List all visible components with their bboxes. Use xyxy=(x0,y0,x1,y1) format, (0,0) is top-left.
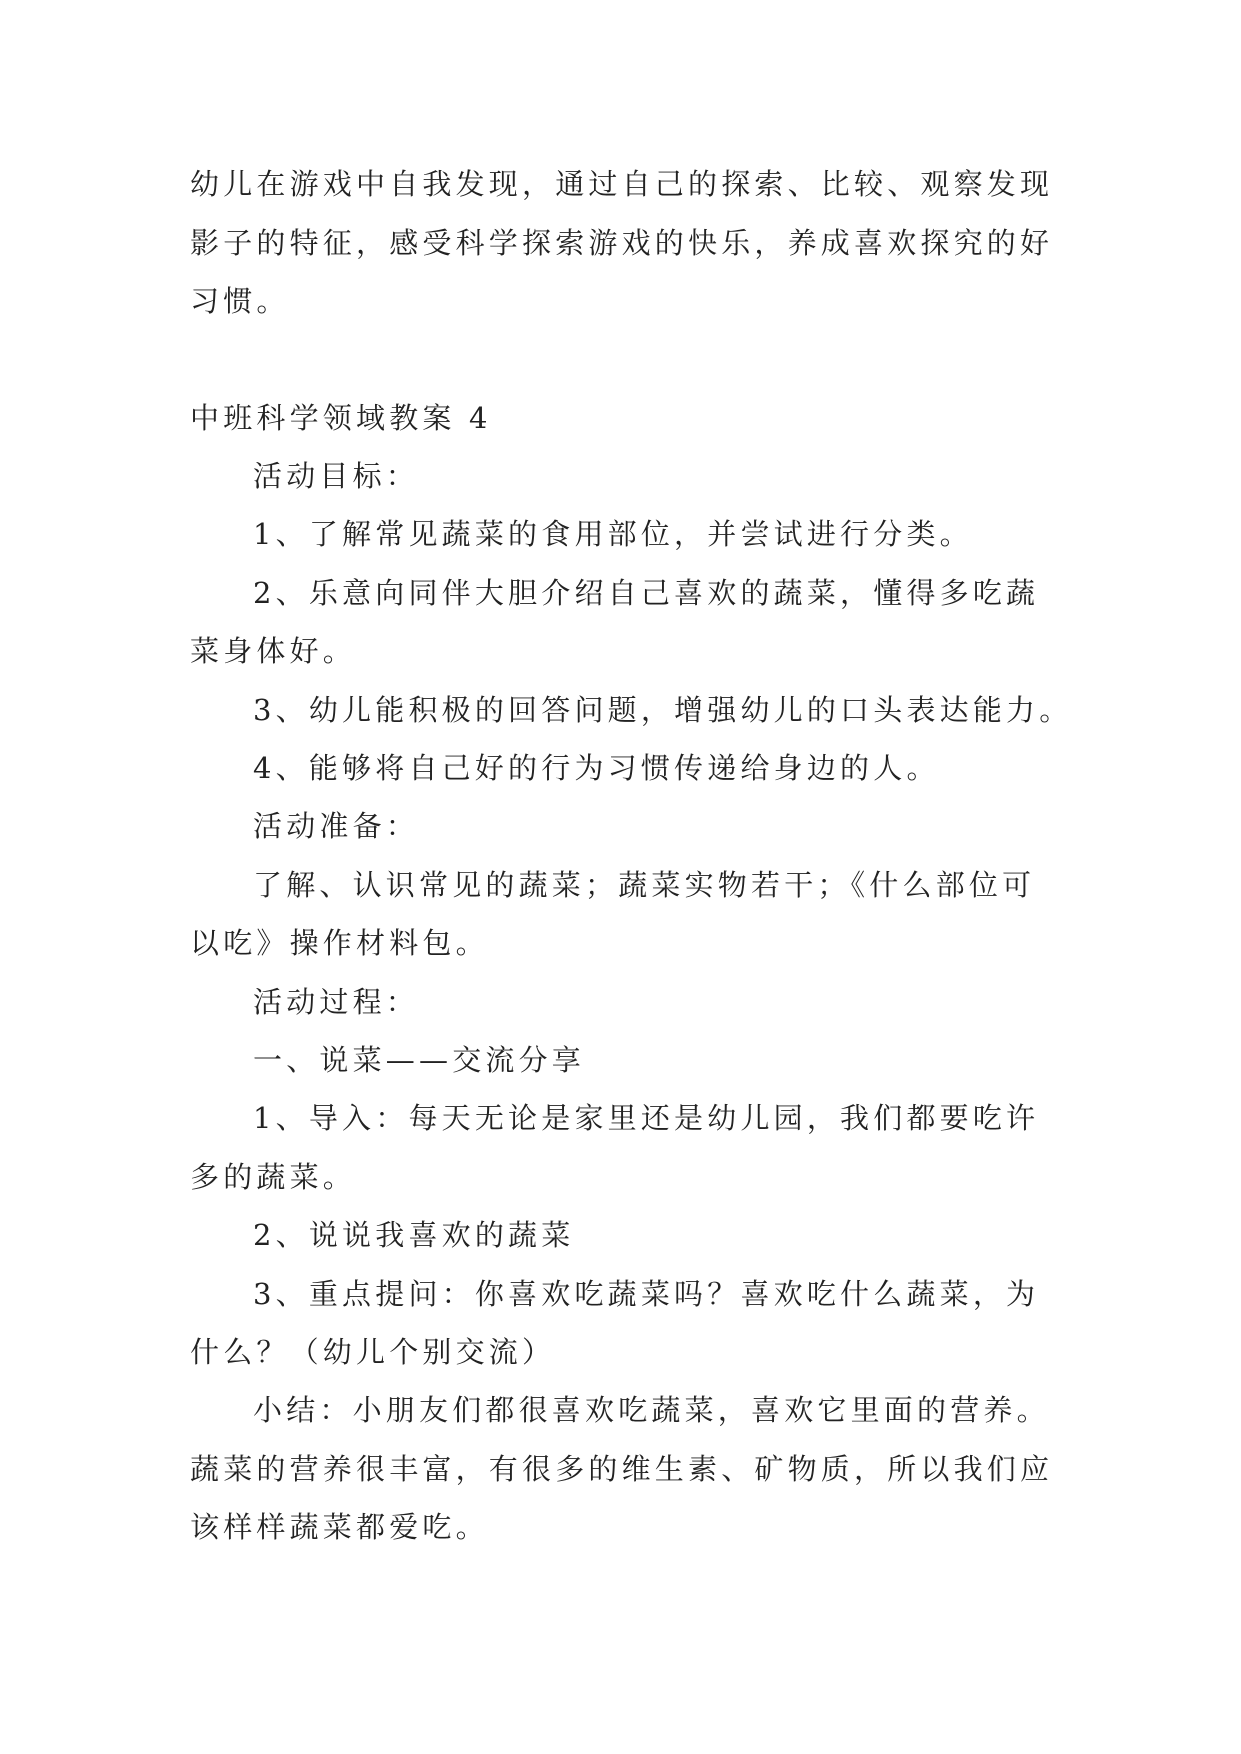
process-item: 3、重点提问：你喜欢吃蔬菜吗？喜欢吃什么蔬菜，为 xyxy=(253,1277,1040,1311)
process-item-continuation: 什么？（幼儿个别交流） xyxy=(190,1335,556,1369)
paragraph-line: 幼儿在游戏中自我发现，通过自己的探索、比较、观察发现 xyxy=(190,167,1054,201)
paragraph-line: 习惯。 xyxy=(190,284,290,318)
preparation-text-continuation: 以吃》操作材料包。 xyxy=(190,926,489,960)
goal-item-continuation: 菜身体好。 xyxy=(190,634,357,668)
goal-item: 3、幼儿能积极的回答问题，增强幼儿的口头表达能力。 xyxy=(253,693,1073,727)
summary-text: 小结：小朋友们都很喜欢吃蔬菜，喜欢它里面的营养。 xyxy=(253,1393,1050,1427)
preparation-text: 了解、认识常见的蔬菜；蔬菜实物若干；《什么部位可 xyxy=(253,868,1036,902)
section-heading: 中班科学领域教案 4 xyxy=(190,401,492,435)
goal-item: 4、能够将自己好的行为习惯传递给身边的人。 xyxy=(253,751,940,785)
goal-item: 1、了解常见蔬菜的食用部位，并尝试进行分类。 xyxy=(253,517,973,551)
process-step-heading: 一、说菜——交流分享 xyxy=(253,1043,586,1077)
summary-text-continuation: 蔬菜的营养很丰富，有很多的维生素、矿物质，所以我们应 xyxy=(190,1452,1054,1486)
subheading-activity-preparation: 活动准备： xyxy=(253,809,420,843)
paragraph-line: 影子的特征，感受科学探索游戏的快乐，养成喜欢探究的好 xyxy=(190,226,1054,260)
process-item: 1、导入：每天无论是家里还是幼儿园，我们都要吃许 xyxy=(253,1101,1040,1135)
goal-item: 2、乐意向同伴大胆介绍自己喜欢的蔬菜，懂得多吃蔬 xyxy=(253,576,1040,610)
process-item-continuation: 多的蔬菜。 xyxy=(190,1160,357,1194)
subheading-activity-goals: 活动目标： xyxy=(253,459,420,493)
process-item: 2、说说我喜欢的蔬菜 xyxy=(253,1218,575,1252)
subheading-activity-process: 活动过程： xyxy=(253,985,420,1019)
summary-text-continuation: 该样样蔬菜都爱吃。 xyxy=(190,1510,489,1544)
